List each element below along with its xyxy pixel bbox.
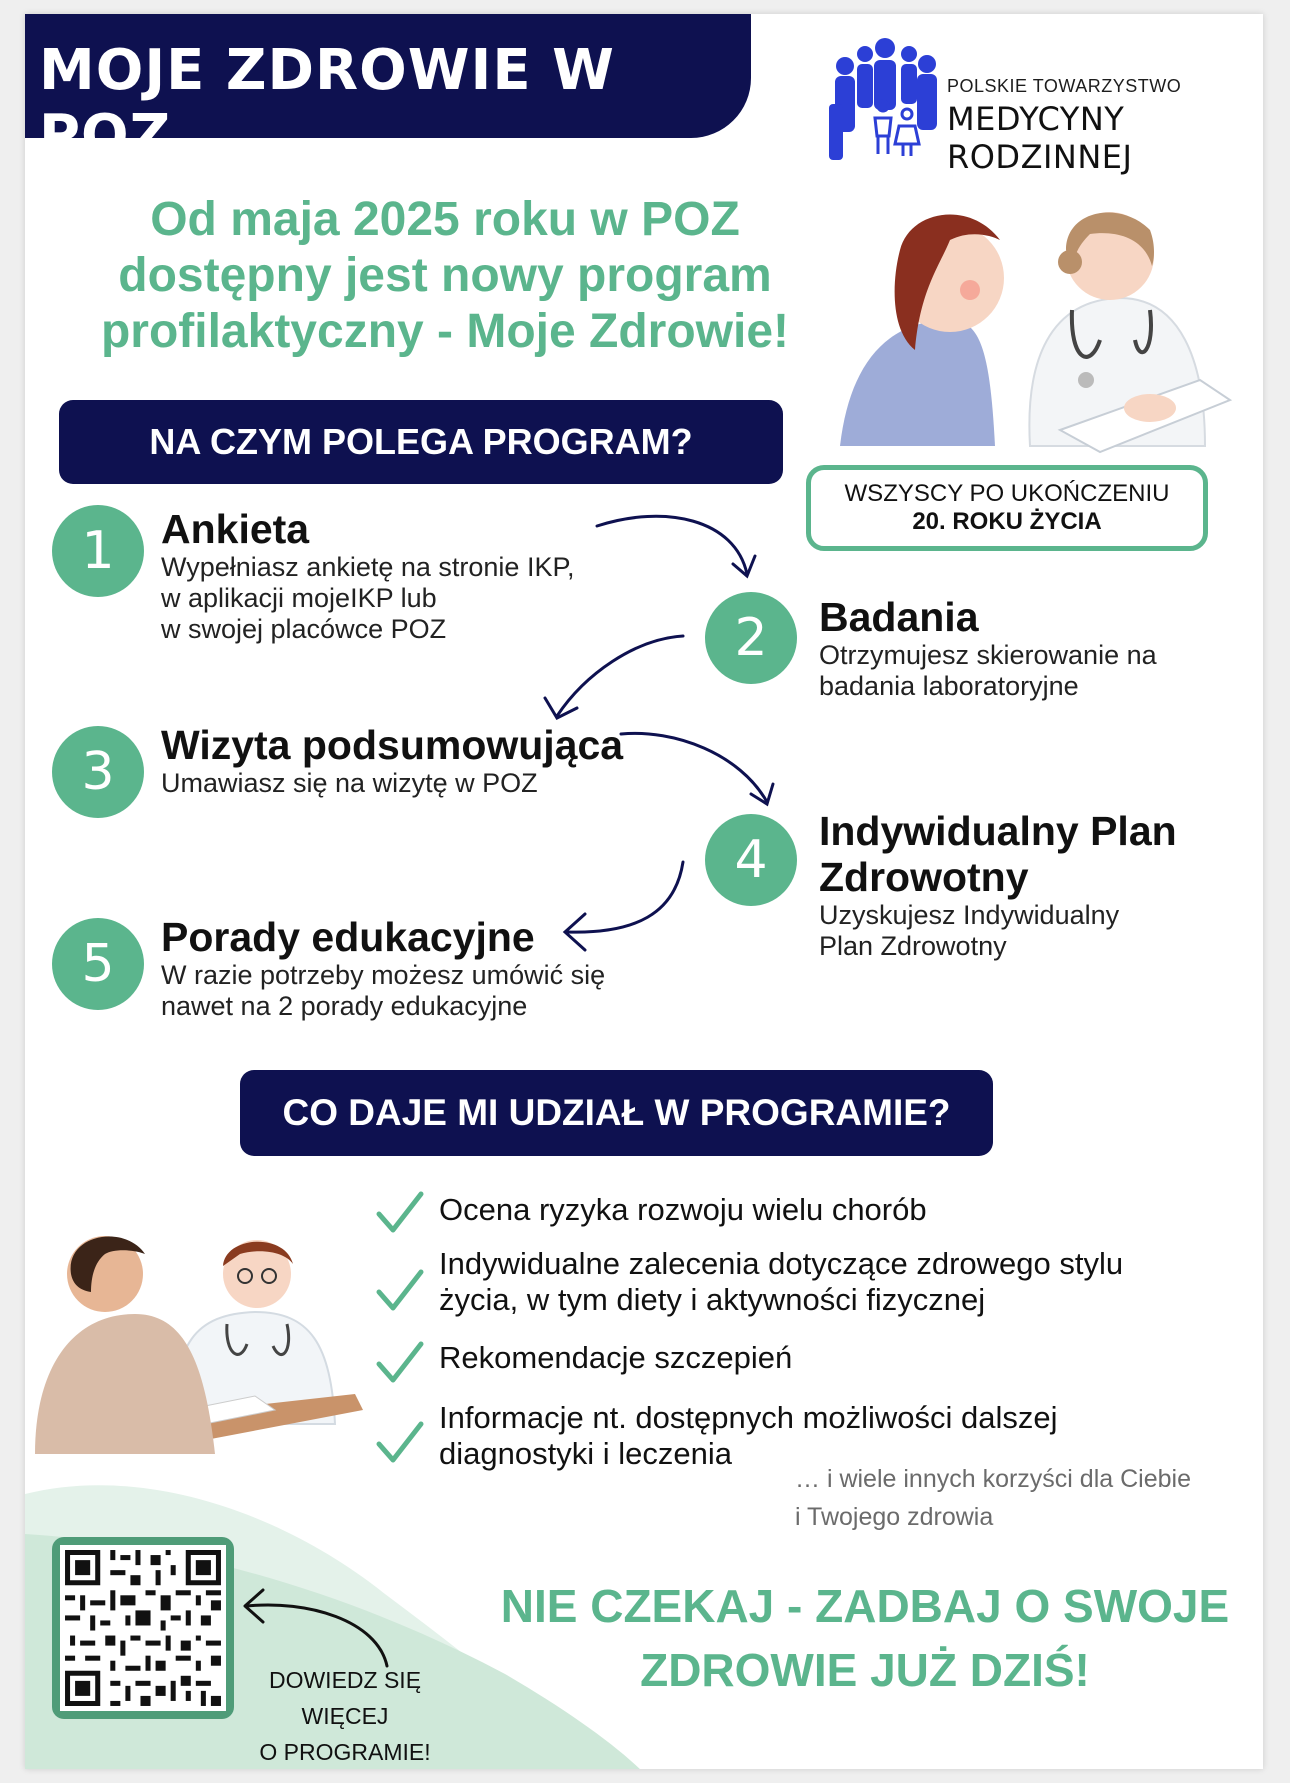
step-4-desc-line: Plan Zdrowotny	[819, 931, 1007, 961]
step-3-number: 3	[52, 726, 144, 818]
learn-more-line: O PROGRAMIE!	[259, 1739, 431, 1765]
arrow-2-to-3	[557, 636, 683, 716]
step-2-desc-line: Otrzymujesz skierowanie na	[819, 640, 1157, 670]
step-1-title: Ankieta	[161, 506, 310, 552]
section-title-how-it-works: NA CZYM POLEGA PROGRAM?	[59, 400, 783, 484]
qr-code-icon[interactable]	[60, 1545, 226, 1711]
step-5-number: 5	[52, 918, 144, 1010]
step-2-number: 2	[705, 592, 797, 684]
benefit-item	[375, 1186, 1245, 1240]
more-benefits-note	[795, 1460, 1245, 1536]
arrow-1-to-2	[597, 516, 747, 574]
call-to-action	[495, 1574, 1235, 1702]
section-title-benefits: CO DAJE MI UDZIAŁ W PROGRAMIE?	[240, 1070, 993, 1156]
step-5-desc-line: nawet na 2 porady edukacyjne	[161, 991, 528, 1021]
flow-arrows	[25, 14, 1263, 1064]
step-1-desc-line: w swojej placówce POZ	[161, 614, 447, 644]
checkmark-icon	[375, 1418, 425, 1468]
learn-more-line: DOWIEDZ SIĘ WIĘCEJ	[268, 1667, 422, 1729]
step-1-desc-line: Wypełniasz ankietę na stronie IKP,	[161, 552, 575, 582]
eligibility-line2: 20. ROKU ŻYCIA	[912, 508, 1102, 535]
benefit-text-line: diagnostyki i leczenia	[439, 1436, 732, 1471]
headline-line: Od maja 2025 roku w POZ	[150, 193, 740, 246]
step-3-title: Wizyta podsumowująca	[161, 722, 624, 768]
step-2-title: Badania	[819, 594, 979, 640]
arrow-to-qr-icon	[237, 1580, 407, 1670]
eligibility-line1: WSZYSCY PO UKOŃCZENIU	[844, 480, 1170, 507]
step-1-number: 1	[52, 505, 144, 597]
step-4-number: 4	[705, 814, 797, 906]
benefit-text: Rekomendacje szczepień	[439, 1340, 793, 1375]
learn-more-label	[240, 1662, 450, 1769]
page-title: MOJE ZDROWIE W POZ	[39, 38, 615, 168]
benefits-list	[375, 1186, 1245, 1484]
arrow-4-to-5	[567, 862, 683, 932]
benefit-item	[375, 1240, 1245, 1334]
step-3-desc-line: Umawiasz się na wizytę w POZ	[161, 768, 538, 798]
step-4-title-line: Zdrowotny	[819, 854, 1029, 900]
more-note-line: i Twojego zdrowia	[795, 1503, 994, 1531]
checkmark-icon	[375, 1338, 425, 1388]
step-1-desc-line: w aplikacji mojeIKP lub	[161, 583, 437, 613]
step-4-title-line: Indywidualny Plan	[819, 808, 1177, 854]
step-4-desc-line: Uzyskujesz Indywidualny	[819, 900, 1120, 930]
checkmark-icon	[375, 1266, 425, 1316]
cta-line: NIE CZEKAJ - ZADBAJ O SWOJE	[500, 1580, 1230, 1632]
benefit-text-line: życia, w tym diety i aktywności fizycznej	[439, 1282, 986, 1317]
benefit-text-line: Indywidualne zalecenia dotyczące zdrowego stylu	[439, 1246, 1124, 1281]
consultation-illustration	[35, 1214, 365, 1454]
checkmark-icon	[375, 1188, 425, 1238]
org-name-line2: MEDYCYNY RODZINNEJ	[947, 100, 1133, 176]
cta-line: ZDROWIE JUŻ DZIŚ!	[640, 1644, 1090, 1696]
benefit-item	[375, 1334, 1245, 1394]
org-name-line1: POLSKIE TOWARZYSTWO	[947, 76, 1182, 96]
headline-line: profilaktyczny - Moje Zdrowie!	[100, 305, 790, 358]
step-2-desc-line: badania laboratoryjne	[819, 671, 1079, 701]
headline-line: dostępny jest nowy program	[118, 249, 772, 302]
more-note-line: … i wiele innych korzyści dla Ciebie	[795, 1465, 1191, 1493]
benefit-text-line: Informacje nt. dostępnych możliwości dalszej	[439, 1400, 1058, 1435]
arrow-3-to-4	[621, 733, 767, 802]
step-5-desc-line: W razie potrzeby możesz umówić się	[161, 960, 606, 990]
poster	[25, 14, 1263, 1769]
step-5-title: Porady edukacyjne	[161, 914, 535, 960]
benefit-text	[439, 1246, 1239, 1318]
benefit-text: Ocena ryzyka rozwoju wielu chorób	[439, 1192, 927, 1227]
